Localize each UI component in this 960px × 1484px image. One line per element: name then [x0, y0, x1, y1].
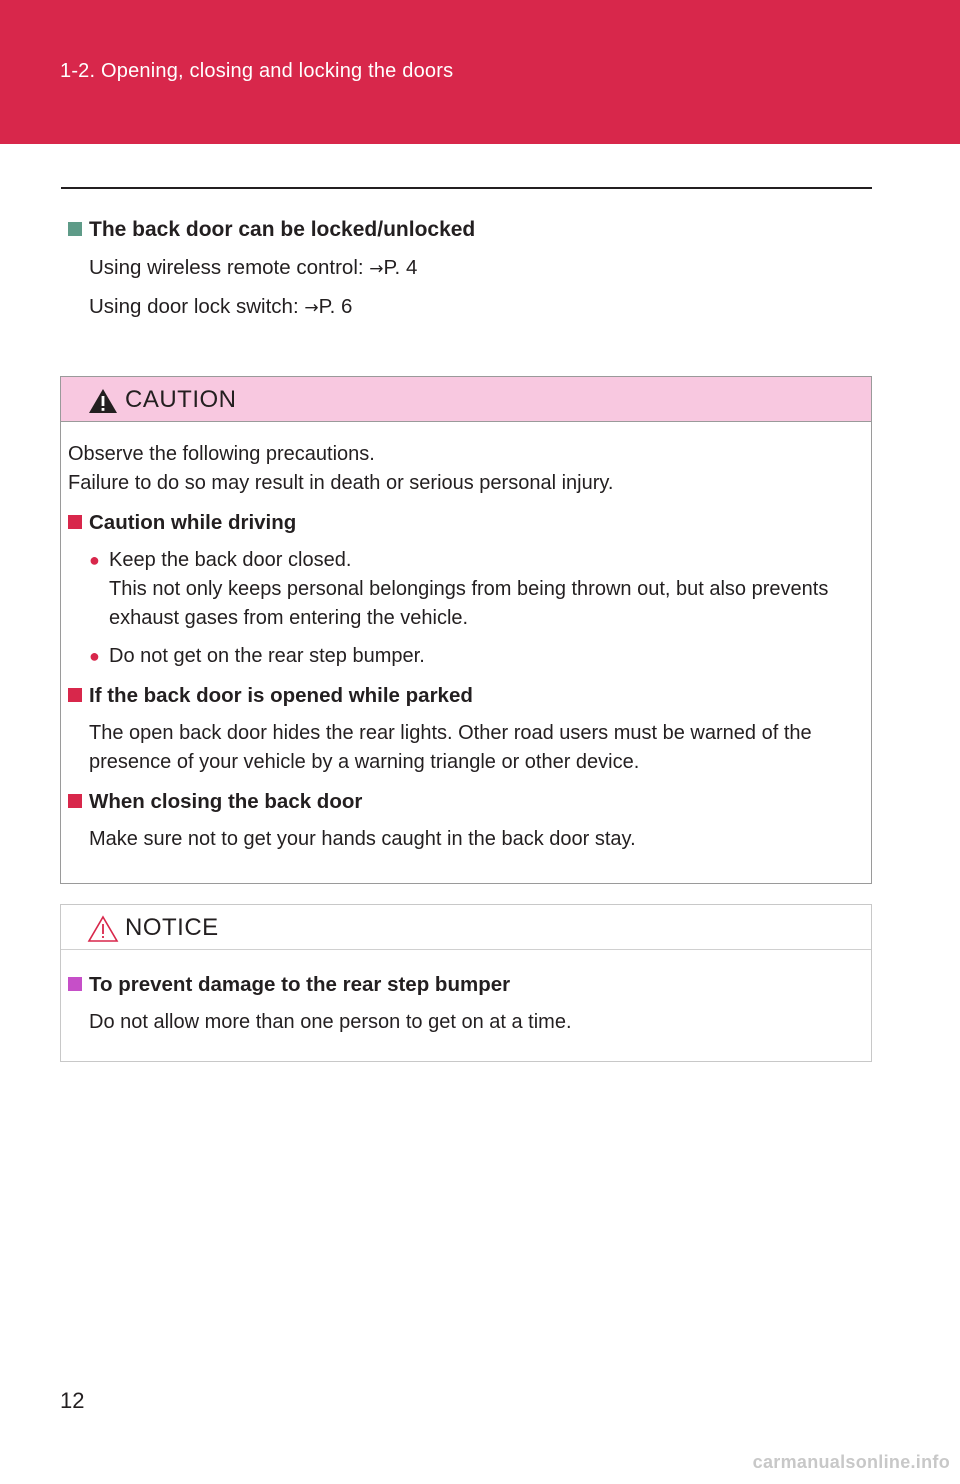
right-arrow-icon: → [369, 259, 384, 279]
caution-heading-row [68, 681, 863, 710]
caution-body [61, 422, 871, 854]
intro-heading: The back door can be locked/unlocked [89, 218, 476, 241]
intro-section [68, 213, 868, 325]
caution-header [61, 377, 871, 422]
page-ref-link[interactable]: P. 6 [318, 295, 353, 318]
intro-heading-row [68, 213, 868, 247]
caution-intro-line: Observe the following precautions. [68, 443, 375, 465]
section-title: 1-2. Opening, closing and locking the doors [60, 60, 454, 82]
bullet-item [89, 642, 863, 671]
bullet-text [109, 546, 863, 633]
circle-bullet-icon: ● [89, 646, 100, 666]
caution-text: Make sure not to get your hands caught in the back door stay. [89, 828, 636, 850]
watermark: carmanualsonline.info [752, 1452, 950, 1472]
caution-box [60, 376, 872, 884]
notice-heading-row [68, 970, 863, 999]
divider [61, 187, 872, 189]
notice-label: NOTICE [125, 914, 219, 941]
circle-bullet-icon: ● [89, 550, 100, 570]
caution-heading: If the back door is opened while parked [89, 684, 473, 707]
notice-heading: To prevent damage to the rear step bumper [89, 973, 511, 996]
intro-line-text: Using door lock switch: [89, 295, 305, 318]
page-header [0, 0, 960, 144]
bullet-first-line: Keep the back door closed. [109, 549, 352, 571]
notice-text: Do not allow more than one person to get on at a time. [89, 1011, 572, 1033]
square-bullet-icon [68, 515, 82, 529]
square-bullet-icon [68, 688, 82, 702]
caution-heading-row [68, 787, 863, 816]
intro-line-switch [89, 290, 868, 325]
caution-label: CAUTION [125, 386, 237, 413]
caution-heading-row [68, 508, 863, 537]
warning-triangle-icon [87, 915, 119, 943]
bullet-first-line: Do not get on the rear step bumper. [109, 645, 425, 667]
page-ref-link[interactable]: P. 4 [383, 256, 418, 279]
caution-heading: Caution while driving [89, 511, 297, 534]
caution-heading: When closing the back door [89, 790, 363, 813]
caution-text: The open back door hides the rear lights. Other road users must be warned of the presence of your vehicle by a warning triangle or other device. [89, 722, 812, 773]
square-bullet-icon [68, 977, 82, 991]
square-bullet-icon [68, 794, 82, 808]
intro-line-text: Using wireless remote control: [89, 256, 370, 279]
intro-line-remote [89, 251, 868, 286]
warning-triangle-icon [87, 387, 119, 415]
notice-box [60, 904, 872, 1062]
square-bullet-icon [68, 222, 82, 236]
right-arrow-icon: → [304, 298, 319, 318]
bullet-detail: This not only keeps personal belongings from being thrown out, but also prevents exhaust gases from entering the vehicle. [109, 578, 829, 629]
page-number: 12 [60, 1388, 85, 1413]
notice-header [61, 905, 871, 950]
caution-intro-line: Failure to do so may result in death or serious personal injury. [68, 472, 614, 494]
notice-body [61, 950, 871, 1037]
bullet-item [89, 546, 863, 633]
